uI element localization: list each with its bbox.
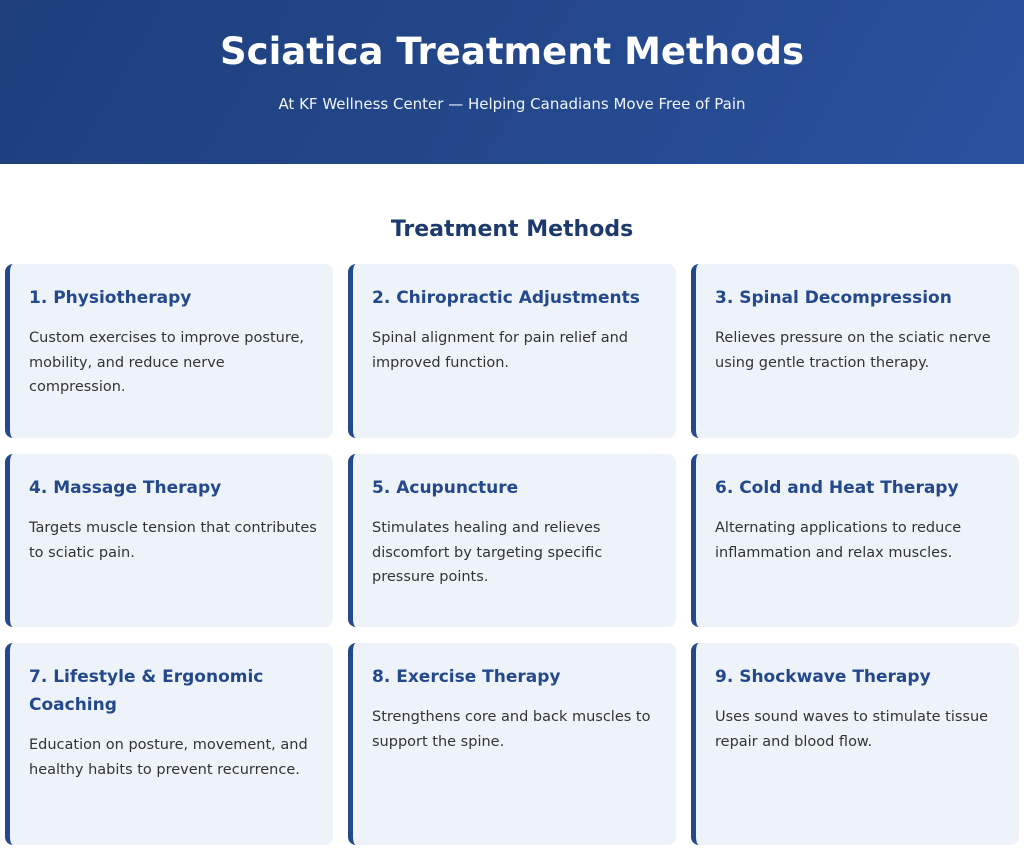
treatment-card-description: Alternating applications to reduce inflammation and relax muscles. <box>715 520 962 561</box>
treatment-card-title: 6. Cold and Heat Therapy <box>715 478 959 498</box>
treatment-card-description: Strengthens core and back muscles to support the spine. <box>372 709 651 750</box>
section-title: Treatment Methods <box>390 217 634 242</box>
treatment-card-title: 5. Acupuncture <box>372 478 519 498</box>
treatment-card-shockwave <box>691 643 1019 845</box>
treatment-card-massage <box>5 454 333 627</box>
treatment-card-description: Spinal alignment for pain relief and improved function. <box>372 330 629 371</box>
treatment-card-chiropractic <box>348 264 676 438</box>
treatment-card-title: 2. Chiropractic Adjustments <box>372 288 640 308</box>
treatment-card-title: 8. Exercise Therapy <box>372 667 561 687</box>
treatment-card-description: Custom exercises to improve posture, mobility, and reduce nerve compression. <box>29 330 304 395</box>
treatment-card-description: Stimulates healing and relieves discomfort by targeting specific pressure points. <box>372 520 603 585</box>
treatment-card-title: 9. Shockwave Therapy <box>715 667 931 687</box>
treatment-card-cold-heat <box>691 454 1019 627</box>
treatment-card-description: Targets muscle tension that contributes to sciatic pain. <box>29 520 317 561</box>
page-subtitle: At KF Wellness Center — Helping Canadians Move Free of Pain <box>278 95 746 113</box>
treatment-card-exercise <box>348 643 676 845</box>
page-title: Sciatica Treatment Methods <box>220 30 804 73</box>
treatment-card-title: 3. Spinal Decompression <box>715 288 952 308</box>
treatment-card-title: 7. Lifestyle & Ergonomic Coaching <box>29 667 264 715</box>
page-header <box>0 0 1024 164</box>
treatment-card-description: Relieves pressure on the sciatic nerve using gentle traction therapy. <box>715 330 991 371</box>
treatment-card-description: Education on posture, movement, and healthy habits to prevent recurrence. <box>29 737 308 778</box>
treatment-card-spinal-decompression <box>691 264 1019 438</box>
treatment-card-title: 4. Massage Therapy <box>29 478 222 498</box>
treatment-card-acupuncture <box>348 454 676 627</box>
treatment-grid <box>5 264 1019 845</box>
treatment-card-title: 1. Physiotherapy <box>29 288 192 308</box>
treatment-card-description: Uses sound waves to stimulate tissue repair and blood flow. <box>715 709 989 750</box>
treatment-card-lifestyle-ergonomic <box>5 643 333 845</box>
treatment-card-physiotherapy <box>5 264 333 438</box>
